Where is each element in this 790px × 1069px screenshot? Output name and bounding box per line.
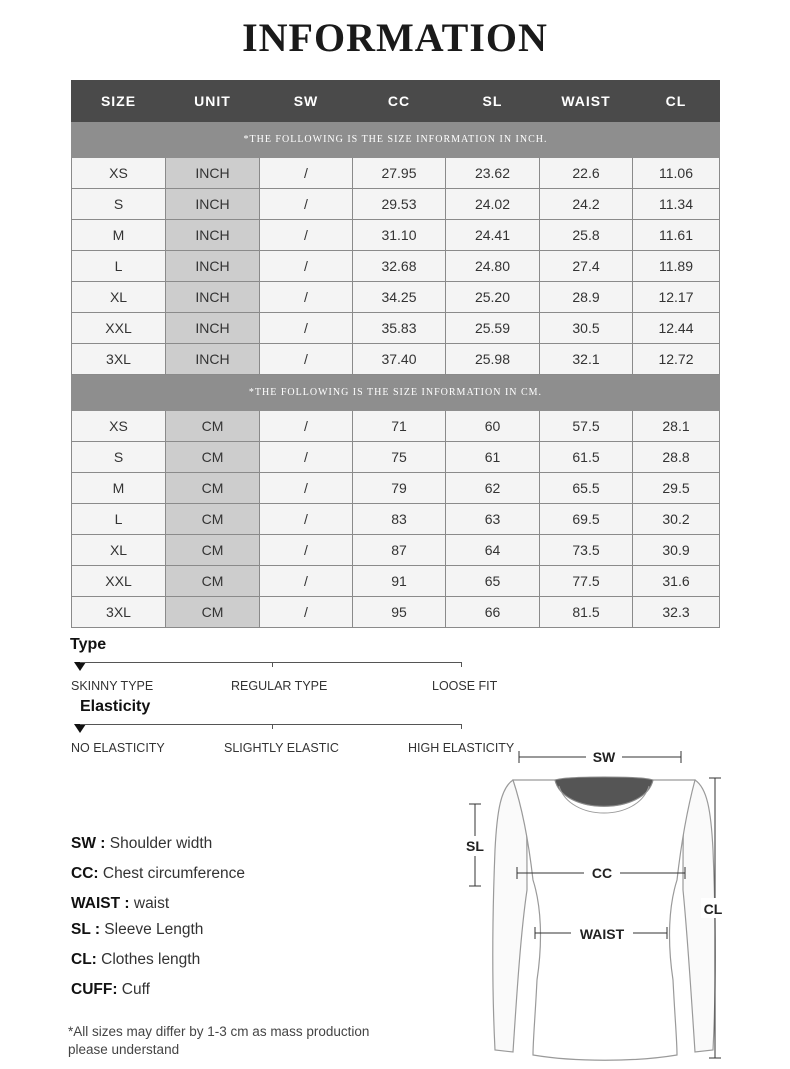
table-row [72, 566, 720, 597]
elasticity-scale-tick [272, 724, 273, 729]
table-cell-waist: 30.5 [540, 313, 633, 344]
sw-dimension-label: SW [592, 749, 616, 765]
table-row [72, 313, 720, 344]
table-cell-sl: 24.41 [446, 220, 540, 251]
table-row [72, 344, 720, 375]
table-cell-sl: 60 [446, 411, 540, 442]
table-cell-cl: 12.72 [633, 344, 720, 375]
table-cell-size: XXL [72, 313, 166, 344]
table-cell-cc: 29.53 [353, 189, 446, 220]
section-label: *THE FOLLOWING IS THE SIZE INFORMATION IN INCH. [72, 122, 720, 158]
column-header-cc: CC [353, 81, 446, 122]
table-cell-unit: CM [166, 473, 260, 504]
elasticity-scale-tick [461, 724, 462, 729]
table-cell-sw: / [260, 282, 353, 313]
table-cell-size: XXL [72, 566, 166, 597]
table-cell-cc: 83 [353, 504, 446, 535]
table-cell-cc: 34.25 [353, 282, 446, 313]
table-cell-unit: INCH [166, 344, 260, 375]
table-cell-unit: INCH [166, 158, 260, 189]
type-heading: Type [70, 636, 107, 653]
type-scale-tick [272, 662, 273, 667]
type-label-regular: REGULAR TYPE [231, 679, 328, 693]
table-cell-sl: 64 [446, 535, 540, 566]
elasticity-label-high: HIGH ELASTICITY [408, 741, 515, 755]
table-cell-waist: 73.5 [540, 535, 633, 566]
table-cell-sw: / [260, 220, 353, 251]
table-cell-cl: 11.89 [633, 251, 720, 282]
table-cell-cl: 11.06 [633, 158, 720, 189]
table-cell-unit: CM [166, 535, 260, 566]
table-cell-sl: 62 [446, 473, 540, 504]
table-cell-cc: 95 [353, 597, 446, 628]
legend-item-waist: WAIST : waist [71, 895, 170, 912]
table-cell-sw: / [260, 442, 353, 473]
table-cell-cc: 37.40 [353, 344, 446, 375]
cl-dimension-label: CL [703, 901, 723, 917]
table-cell-cl: 31.6 [633, 566, 720, 597]
table-cell-size: XS [72, 411, 166, 442]
table-cell-cc: 35.83 [353, 313, 446, 344]
table-cell-unit: CM [166, 597, 260, 628]
table-cell-cl: 29.5 [633, 473, 720, 504]
table-cell-sw: / [260, 504, 353, 535]
table-cell-sw: / [260, 597, 353, 628]
column-header-sl: SL [446, 81, 540, 122]
table-cell-sl: 24.02 [446, 189, 540, 220]
table-cell-sw: / [260, 411, 353, 442]
type-scale-line [80, 662, 462, 663]
table-header-row [72, 81, 720, 122]
table-cell-waist: 61.5 [540, 442, 633, 473]
table-cell-cc: 75 [353, 442, 446, 473]
table-cell-size: XL [72, 535, 166, 566]
table-cell-cc: 87 [353, 535, 446, 566]
table-cell-cc: 32.68 [353, 251, 446, 282]
table-row [72, 442, 720, 473]
table-cell-cc: 79 [353, 473, 446, 504]
legend-item-cc: CC: Chest circumference [71, 865, 246, 882]
table-cell-unit: INCH [166, 189, 260, 220]
type-selected-marker-icon [74, 662, 86, 671]
table-cell-size: M [72, 473, 166, 504]
size-table [71, 80, 720, 628]
table-cell-sl: 23.62 [446, 158, 540, 189]
table-cell-size: XL [72, 282, 166, 313]
type-scale-tick [461, 662, 462, 667]
table-cell-size: S [72, 189, 166, 220]
table-cell-size: 3XL [72, 597, 166, 628]
table-cell-waist: 27.4 [540, 251, 633, 282]
table-row [72, 158, 720, 189]
section-label: *THE FOLLOWING IS THE SIZE INFORMATION IN CM. [72, 375, 720, 411]
table-cell-sw: / [260, 158, 353, 189]
type-label-loose: LOOSE FIT [432, 679, 498, 693]
table-cell-unit: INCH [166, 251, 260, 282]
table-row [72, 473, 720, 504]
legend-item-sw: SW : Shoulder width [71, 835, 213, 852]
table-cell-unit: INCH [166, 282, 260, 313]
table-cell-waist: 25.8 [540, 220, 633, 251]
waist-dimension-label: WAIST [579, 926, 625, 942]
table-cell-sw: / [260, 473, 353, 504]
table-cell-cl: 30.9 [633, 535, 720, 566]
table-cell-size: L [72, 251, 166, 282]
table-cell-cl: 11.61 [633, 220, 720, 251]
column-header-size: SIZE [72, 81, 166, 122]
table-cell-waist: 65.5 [540, 473, 633, 504]
table-cell-sl: 24.80 [446, 251, 540, 282]
table-cell-unit: CM [166, 411, 260, 442]
table-cell-cl: 28.8 [633, 442, 720, 473]
table-row [72, 535, 720, 566]
table-cell-unit: INCH [166, 220, 260, 251]
table-cell-cl: 32.3 [633, 597, 720, 628]
inch-section-header [72, 122, 720, 158]
elasticity-heading: Elasticity [80, 698, 151, 715]
table-cell-cl: 12.44 [633, 313, 720, 344]
table-row [72, 189, 720, 220]
table-cell-sl: 63 [446, 504, 540, 535]
elasticity-label-none: NO ELASTICITY [71, 741, 165, 755]
table-cell-waist: 28.9 [540, 282, 633, 313]
table-cell-sl: 61 [446, 442, 540, 473]
table-row [72, 282, 720, 313]
cm-section-header [72, 375, 720, 411]
elasticity-selected-marker-icon [74, 724, 86, 733]
table-cell-sw: / [260, 251, 353, 282]
table-cell-size: S [72, 442, 166, 473]
table-cell-sw: / [260, 344, 353, 375]
column-header-cl: CL [633, 81, 720, 122]
table-cell-unit: CM [166, 442, 260, 473]
legend-item-cuff: CUFF: Cuff [71, 981, 150, 998]
size-note-line-2: please understand [68, 1042, 180, 1057]
column-header-unit: UNIT [166, 81, 260, 122]
cc-dimension-label: CC [591, 865, 613, 881]
table-row [72, 411, 720, 442]
column-header-waist: WAIST [540, 81, 633, 122]
table-row [72, 220, 720, 251]
table-cell-sl: 25.20 [446, 282, 540, 313]
table-cell-sw: / [260, 535, 353, 566]
table-cell-sl: 25.98 [446, 344, 540, 375]
table-cell-sw: / [260, 189, 353, 220]
table-cell-cl: 12.17 [633, 282, 720, 313]
page-title: INFORMATION [242, 15, 548, 60]
table-cell-waist: 22.6 [540, 158, 633, 189]
size-note-line-1: *All sizes may differ by 1-3 cm as mass production [68, 1024, 370, 1039]
table-cell-size: L [72, 504, 166, 535]
table-cell-cl: 30.2 [633, 504, 720, 535]
table-cell-unit: CM [166, 504, 260, 535]
table-row [72, 597, 720, 628]
table-cell-cc: 31.10 [353, 220, 446, 251]
column-header-sw: SW [260, 81, 353, 122]
table-cell-cl: 11.34 [633, 189, 720, 220]
table-cell-sl: 66 [446, 597, 540, 628]
table-cell-waist: 69.5 [540, 504, 633, 535]
table-cell-cc: 71 [353, 411, 446, 442]
table-cell-waist: 81.5 [540, 597, 633, 628]
table-cell-cc: 27.95 [353, 158, 446, 189]
type-label-skinny: SKINNY TYPE [71, 679, 154, 693]
table-cell-waist: 32.1 [540, 344, 633, 375]
table-row [72, 504, 720, 535]
size-note [68, 1023, 448, 1059]
table-cell-unit: INCH [166, 313, 260, 344]
legend-item-cl: CL: Clothes length [71, 951, 201, 968]
table-cell-waist: 24.2 [540, 189, 633, 220]
table-row [72, 251, 720, 282]
table-cell-sw: / [260, 566, 353, 597]
table-cell-cl: 28.1 [633, 411, 720, 442]
elasticity-scale-line [80, 724, 462, 725]
table-cell-sl: 65 [446, 566, 540, 597]
table-cell-waist: 57.5 [540, 411, 633, 442]
table-cell-sl: 25.59 [446, 313, 540, 344]
legend-item-sl: SL : Sleeve Length [71, 921, 204, 938]
table-cell-size: 3XL [72, 344, 166, 375]
table-cell-sw: / [260, 313, 353, 344]
sl-dimension-label: SL [466, 838, 484, 854]
table-cell-cc: 91 [353, 566, 446, 597]
table-cell-size: M [72, 220, 166, 251]
table-cell-waist: 77.5 [540, 566, 633, 597]
table-cell-unit: CM [166, 566, 260, 597]
long-sleeve-shirt-diagram [455, 740, 755, 1062]
table-cell-size: XS [72, 158, 166, 189]
elasticity-label-slight: SLIGHTLY ELASTIC [224, 741, 339, 755]
